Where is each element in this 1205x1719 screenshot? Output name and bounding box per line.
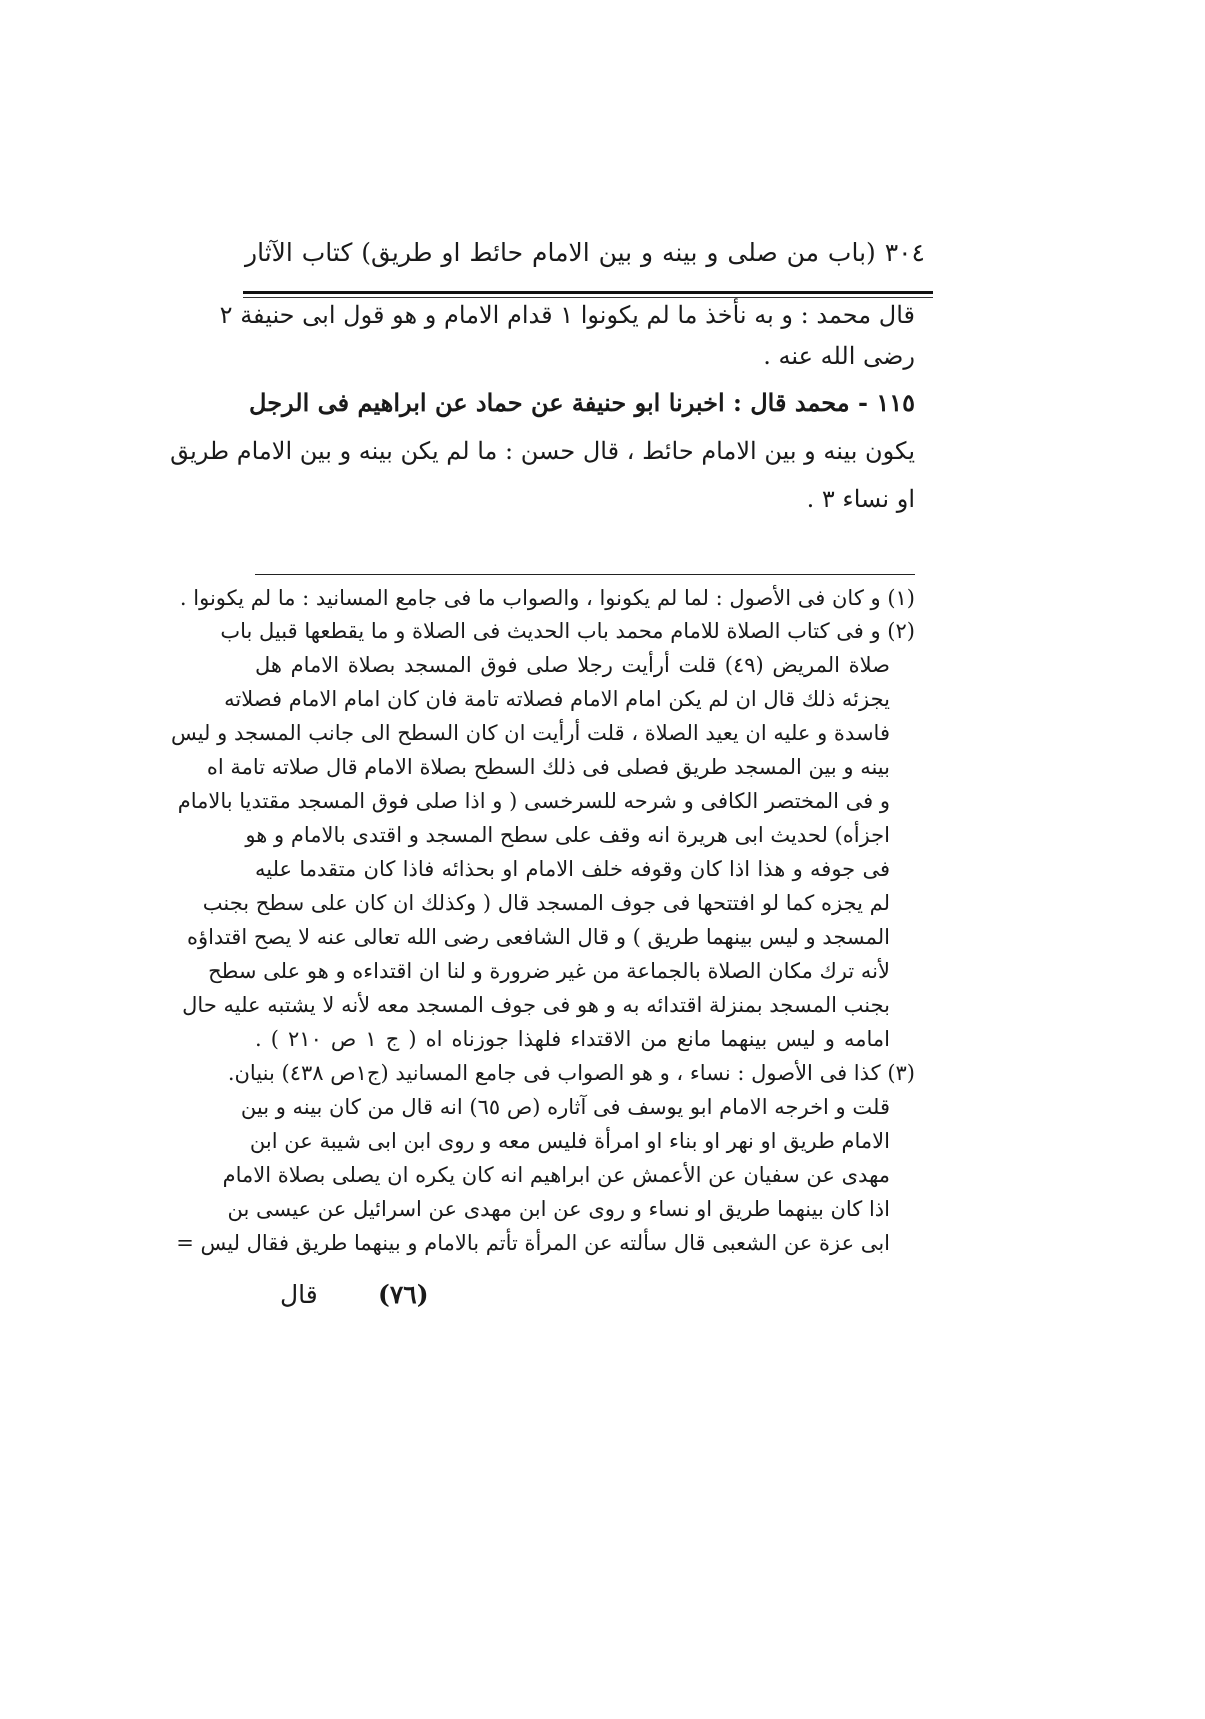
footnote-line: اذا كان بينهما طريق او نساء و روى عن ابن مهدى عن اسرائيل عن عيسى بن [227, 1197, 890, 1221]
footnote-line: الامام طريق او نهر او بناء او امرأة فليس معه و روى ابن ابى شيبة عن ابن [249, 1129, 890, 1153]
footnote-rule [255, 574, 915, 575]
main-text-line: او نساء ٣ . [806, 485, 915, 513]
footnote-line: (٢) و فى كتاب الصلاة للامام محمد باب الحديث فى الصلاة و ما يقطعها قبيل باب [220, 619, 915, 643]
footnote-line: لم يجزه كما لو افتتحها فى جوف المسجد قال ( وكذلك ان كان على سطح بجنب [202, 891, 890, 915]
footnote-line: امامه و ليس بينهما مانع من الاقتداء فلهذا جوزناه اه ( ج ١ ص ٢١٠ ) . [255, 1027, 891, 1051]
footnote-line: يجزئه ذلك قال ان لم يكن امام الامام فصلاته تامة فان كان امام الامام فصلاته [224, 687, 890, 711]
footnote-line: لأنه ترك مكان الصلاة بالجماعة من غير ضرورة و لنا ان اقتداءه و هو على سطح [208, 959, 890, 983]
footnote-line: فاسدة و عليه ان يعيد الصلاة ، قلت أرأيت ان كان السطح الى جانب المسجد و ليس [170, 721, 890, 745]
page-number: (٧٦) [378, 1280, 429, 1309]
footnote-line: (٣) كذا فى الأصول : نساء ، و هو الصواب فى جامع المسانيد (ج١ص ٤٣٨) بنيان. [227, 1061, 915, 1085]
footnote-line: (١) و كان فى الأصول : لما لم يكونوا ، والصواب ما فى جامع المسانيد : ما لم يكونوا . [179, 586, 915, 610]
main-text-line: قال محمد : و به نأخذ ما لم يكونوا ١ قدام الامام و هو قول ابى حنيفة ٢ [219, 301, 915, 329]
footnote-line: المسجد و ليس بينهما طريق ) و قال الشافعى رضى الله تعالى عنه لا يصح اقتداؤه [186, 925, 890, 949]
main-text-line: ١١٥ - محمد قال : اخبرنا ابو حنيفة عن حماد عن ابراهيم فى الرجل [249, 388, 915, 417]
footnote-line: بجنب المسجد بمنزلة اقتدائه به و هو فى جوف المسجد معه لأنه لا يشتبه عليه حال [182, 993, 890, 1017]
main-text-line: رضى الله عنه . [763, 342, 915, 370]
header-rule-thin [243, 297, 933, 298]
footnote-line: صلاة المريض (٤٩) قلت أرأيت رجلا صلى فوق المسجد بصلاة الامام هل [255, 653, 890, 677]
footnote-line: اجزأه) لحديث ابى هريرة انه وقف على سطح المسجد و اقتدى بالامام و هو [245, 823, 890, 847]
header-rule-thick [243, 291, 933, 294]
footnote-line: فى جوفه و هذا اذا كان وقوفه خلف الامام او بحذائه فاذا كان متقدما عليه [255, 857, 890, 881]
footnote-line: و فى المختصر الكافى و شرحه للسرخسى ( و اذا صلى فوق المسجد مقتديا بالامام [177, 789, 890, 813]
footnote-line: قلت و اخرجه الامام ابو يوسف فى آثاره (ص ٦٥) انه قال من كان بينه و بين [240, 1095, 890, 1119]
footnote-line: ابى عزة عن الشعبى قال سألته عن المرأة تأتم بالامام و بينهما طريق فقال ليس = [176, 1231, 890, 1255]
footnote-line: بينه و بين المسجد طريق فصلى فى ذلك السطح بصلاة الامام قال صلاته تامة اه [206, 755, 890, 779]
footnote-line: مهدى عن سفيان عن الأعمش عن ابراهيم انه كان يكره ان يصلى بصلاة الامام [222, 1163, 890, 1187]
main-text-line: يكون بينه و بين الامام حائط ، قال حسن : ما لم يكن بينه و بين الامام طريق [170, 437, 915, 465]
running-head: ٣٠٤ (باب من صلى و بينه و بين الامام حائط او طريق) كتاب الآثار [245, 238, 925, 267]
catchword: قال [280, 1280, 318, 1309]
